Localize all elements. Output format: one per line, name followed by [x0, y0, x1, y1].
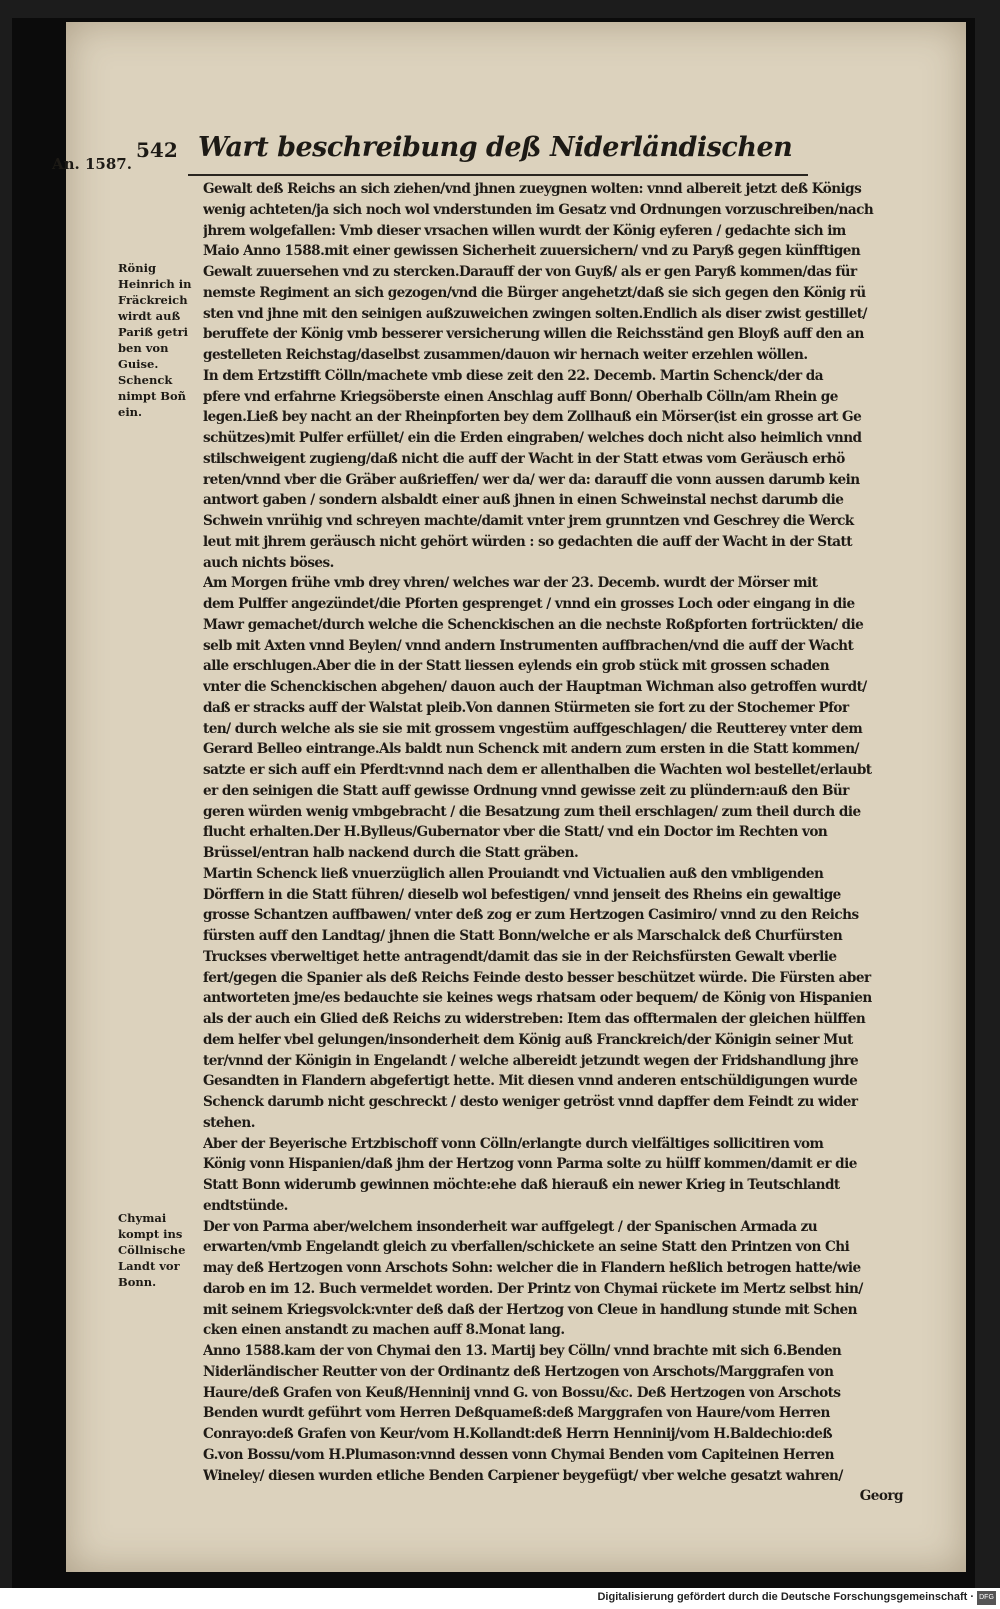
body-line: endtstünde. [203, 1197, 288, 1214]
margin-note-line: Fräckreich [118, 293, 188, 307]
margin-note-line: Bonn. [118, 1275, 157, 1289]
body-line: flucht erhalten.Der H.Bylleus/Gubernator vber die Statt/ vnd ein Doctor im Rechten von [203, 824, 828, 841]
body-line: vnter die Schenckischen abgehen/ dauon auch der Hauptman Wichman also getroffen wurdt/ [203, 679, 867, 695]
body-line: Georg [859, 1488, 903, 1505]
body-line: Truckses vberweltiget hette antragendt/damit das sie in der Reichsfürsten Gewalt vberlie [203, 948, 837, 965]
body-line: beruffete der König vmb besserer versicherung willen die Reichsständ gen Bloyß auff den an [203, 326, 864, 343]
page-number: 542 [136, 138, 178, 162]
body-line: Wineley/ diesen wurden etliche Benden Carpiener beygefügt/ vber welche gesatzt wahren/ [203, 1467, 843, 1484]
body-line: schützes)mit Pulfer erfüllet/ ein die Erden eingraben/ welches doch nicht also heimlich vnnd [203, 430, 862, 446]
body-line: leut mit jhrem geräusch nicht gehört würden : so gedachten die auff der Wacht in der Statt [203, 533, 853, 550]
margin-note-line: Heinrich in [118, 277, 192, 291]
body-line: auch nichts böses. [203, 554, 334, 571]
body-line: Dörffern in die Statt führen/ dieselb wol befestigen/ vnnd jenseit des Rheins ein gewaltige [203, 886, 841, 903]
body-line: wenig achteten/ja sich noch wol vnderstunden im Gesatz vnd Ordnungen vorzuschreiben/nach [203, 201, 874, 218]
body-line: selb mit Axten vnnd Beylen/ vnnd andern Instrumenten auffbrachen/vnd die auff der Wacht [203, 637, 854, 654]
body-line: fert/gegen die Spanier als deß Reichs Feinde desto besser beschützet würde. Die Fürsten aber [203, 969, 871, 986]
header-rule [188, 174, 808, 176]
margin-note-line: Guise. [118, 357, 159, 371]
body-line: Gewalt zuuersehen vnd zu stercken.Darauff der von Guyß/ als er gen Paryß kommen/das für [203, 264, 857, 280]
body-line: Gewalt deß Reichs an sich ziehen/vnd jhnen zueygnen wolten: vnnd albereit jetzt deß Königs [203, 181, 862, 197]
body-line: G.von Bossu/vom H.Plumason:vnnd dessen vonn Chymai Benden vom Capiteinen Herren [203, 1446, 834, 1463]
running-title: Wart beschreibung deß Niderländischen [198, 132, 793, 163]
body-line: Mawr gemachet/durch welche die Schenckischen an die nechste Roßpforten fortrückten/ die [203, 616, 864, 633]
body-line: Benden wurdt geführt vom Herren Deßquameß:deß Marggrafen von Haure/vom Herren [203, 1405, 830, 1422]
body-line: Gerard Belleo eintrange.Als baldt nun Schenck mit andern zum ersten in die Statt kommen/ [203, 741, 859, 758]
body-line: reten/vnnd vber die Gräber außrieffen/ wer da/ wer da: darauff die vonn aussen darumb kein [203, 471, 860, 488]
body-line: alle erschlugen.Aber die in der Statt liessen eylends ein grob stück mit grossen schaden [203, 658, 830, 675]
body-line: cken einen anstandt zu machen auff 8.Monat lang. [203, 1322, 565, 1339]
body-line: In dem Ertzstifft Cölln/machete vmb diese zeit den 22. Decemb. Martin Schenck/der da [203, 367, 823, 384]
year-margin-note: An. 1587. [52, 155, 132, 173]
body-line: gestelleten Reichstag/daselbst zusammen/dauon wir hernach weiter erzehlen wöllen. [203, 347, 808, 363]
body-line: mit seinem Kriegsvolck:vnter deß daß der Hertzog von Cleue in handlung stunde mit Schen [203, 1301, 857, 1318]
body-line: stilschweigent zugieng/daß nicht die auff der Wacht in der Statt etwas vom Geräusch erhö [203, 450, 845, 467]
margin-note-line: Schenck [118, 373, 173, 387]
body-line: Statt Bonn widerumb gewinnen möchte:ehe daß hierauß ein newer Krieg in Teutschlandt [203, 1177, 840, 1193]
body-line: als der auch ein Glied deß Reichs zu widerstreben: Item das offtermalen der gleichen hülffen [203, 1011, 866, 1027]
footer-credit-text: Digitalisierung gefördert durch die Deutsche Forschungsgemeinschaft · [597, 1591, 974, 1603]
margin-note-line: Pariß getri [118, 325, 189, 339]
body-line: Schwein vnrühig vnd schreyen machte/damit vnter jrem grunntzen vnd Geschrey die Werck [203, 513, 854, 529]
body-line: Niderländischer Reutter von der Ordinantz deß Hertzogen von Arschots/Marggrafen von [203, 1363, 834, 1380]
margin-note-line: kompt ins [118, 1227, 183, 1241]
margin-note-line: nimpt Boñ [118, 389, 187, 403]
body-line: stehen. [203, 1114, 255, 1131]
body-line: geren würden wenig vmbgebracht / die Besatzung zum theil erschlagen/ zum theil durch die [203, 803, 861, 820]
body-line: satzte er sich auff ein Pferdt:vnnd nach dem er allenthalben die Wachten wol bestellet/erlaubt [203, 762, 872, 778]
body-line: pfere vnd erfahrne Kriegsöberste einen Anschlag auff Bonn/ Oberhalb Cölln/am Rhein ge [203, 388, 838, 405]
dfg-logo-icon: DFG [977, 1591, 996, 1605]
body-line: Conrayo:deß Grafen von Keur/vom H.Kollandt:deß Herrn Henninij/vom H.Baldechio:deß [203, 1426, 833, 1442]
body-line: König vonn Hispanien/daß jhm der Hertzog vonn Parma solte zu hülff kommen/damit er die [203, 1156, 857, 1173]
body-line: daß er stracks auff der Walstat pleib.Von dannen Stürmeten sie fort zu der Stochemer Pfor [203, 699, 849, 716]
page-header [120, 128, 800, 174]
margin-note-line: wirdt auß [118, 309, 181, 323]
body-line: Maio Anno 1588.mit einer gewissen Sicherheit zuuersichern/ vnd zu Paryß gegen künfftigen [203, 243, 861, 260]
margin-note-line: Rönig [118, 261, 156, 275]
body-line: Brüssel/entran halb nackend durch die Statt gräben. [203, 845, 579, 861]
body-line: Aber der Beyerische Ertzbischoff vonn Cölln/erlangte durch vielfältiges sollicitiren vom [203, 1135, 824, 1152]
body-line: jhrem wolgefallen: Vmb dieser vrsachen willen wurdt der König eyferen / gedachte sich im [203, 222, 846, 239]
body-line: Martin Schenck ließ vnuerzüglich allen Prouiandt vnd Victualien auß den vmbligenden [203, 865, 824, 882]
body-line: Schenck darumb nicht geschreckt / desto weniger getröst vnnd dapffer dem Feindt zu wider [203, 1094, 858, 1110]
body-text [203, 179, 913, 1507]
body-line: erwarten/vmb Engelandt gleich zu vberfallen/schickete an seine Statt den Printzen von Chi [203, 1239, 850, 1256]
body-line: Gesandten in Flandern abgefertigt hette. Mit diesen vnnd anderen entschüldigungen wurde [203, 1073, 858, 1090]
body-line: sten vnd jhne mit den seinigen außzuweichen zwingen solten.Endlich als diser zwist gestillet/ [203, 305, 867, 322]
body-line: dem helfer vbel gelungen/insonderheit dem König auß Franckreich/der Königin seiner Mut [203, 1031, 853, 1048]
body-line: Anno 1588.kam der von Chymai den 13. Martij bey Cölln/ vnnd brachte mit sich 6.Benden [203, 1343, 842, 1359]
margin-note-koenig-heinrich [118, 260, 194, 420]
margin-note-line: ben von [118, 341, 169, 355]
body-line: Haure/deß Grafen von Keuß/Henninij vnnd G. von Bossu/&c. Deß Hertzogen von Arschots [203, 1384, 841, 1401]
body-line: antworteten jme/es bedauchte sie keines wegs rhatsam oder bequem/ de König von Hispanien [203, 990, 872, 1007]
body-line: ten/ durch welche als sie sie mit grossem vngestüm auffgeschlagen/ die Reutterey vnter dem [203, 720, 863, 737]
margin-note-chymai [118, 1210, 194, 1290]
body-line: grosse Schantzen auffbawen/ vnter deß zog er zum Hertzogen Casimiro/ vnnd zu den Reichs [203, 907, 859, 924]
margin-note-line: ein. [118, 405, 143, 419]
body-line: dem Pulffer angezündet/die Pforten gesprenget / vnnd ein grosses Loch oder eingang in die [203, 596, 855, 612]
body-line: may deß Hertzogen vonn Arschots Sohn: welcher die in Flandern heßlich betrogen hatte/wie [203, 1260, 861, 1276]
body-line: Der von Parma aber/welchem insonderheit war auffgelegt / der Spanischen Armada zu [203, 1218, 818, 1235]
body-line: legen.Ließ bey nacht an der Rheinpforten bey dem Zollhauß ein Mörser(ist ein grosse art Ge [203, 409, 862, 426]
margin-note-line: Chymai [118, 1211, 167, 1225]
body-line: ter/vnnd der Königin in Engelandt / welche albereidt jetzundt wegen der Fridshandlung jhre [203, 1052, 859, 1069]
margin-note-line: Cöllnische [118, 1243, 186, 1257]
body-line: nemste Regiment an sich gezogen/vnd die Bürger angehetzt/daß sie sich gegen den König rü [203, 284, 866, 301]
footer-bar [0, 1588, 1000, 1609]
margin-note-line: Landt vor [118, 1259, 180, 1273]
body-line: antwort gaben / sondern alsbaldt einer auß jhnen in einen Schweinstal nechst darumb die [203, 492, 844, 509]
body-line: darob en im 12. Buch vermeldet worden. Der Printz von Chymai rückete im Mertz selbst hin/ [203, 1280, 863, 1297]
body-line: fürsten auff den Landtag/ jhnen die Statt Bonn/welche er als Marschalck deß Churfürsten [203, 928, 843, 944]
body-line: er den seinigen die Statt auff gewisse Ordnung vnnd gewisse zeit zu plündern:auß den Bür [203, 782, 849, 799]
body-line: Am Morgen frühe vmb drey vhren/ welches war der 23. Decemb. wurdt der Mörser mit [203, 575, 818, 592]
